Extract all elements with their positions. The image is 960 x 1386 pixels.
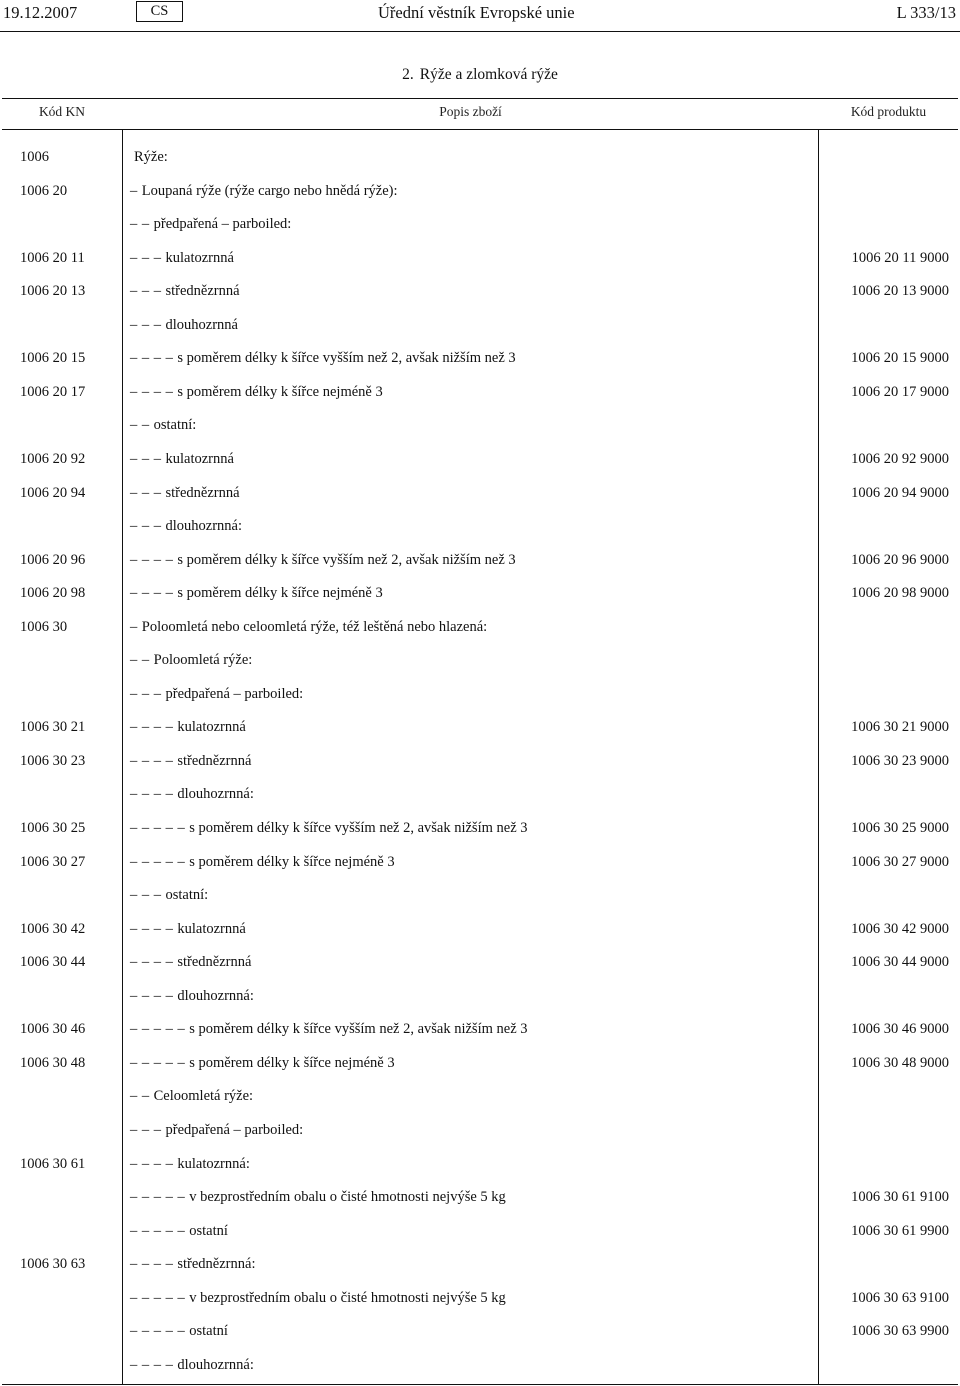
indent-dashes: – – – –: [130, 551, 174, 568]
description-text: střednězrnná: [177, 954, 252, 971]
section-title: [0, 66, 960, 84]
description-text: dlouhozrnná:: [177, 987, 254, 1004]
indent-dashes: – –: [130, 216, 150, 233]
product-code: 1006 30 25 9000: [851, 820, 949, 836]
description-text: kulatozrnná:: [177, 1155, 250, 1172]
indent-dashes: – – –: [130, 249, 162, 266]
table-row: [2, 341, 958, 375]
goods-description: [130, 1055, 395, 1072]
product-code: 1006 30 63 9100: [851, 1289, 949, 1306]
indent-dashes: – – – – –: [130, 1054, 186, 1071]
table-row: [2, 744, 958, 778]
goods-description: [130, 552, 516, 569]
product-code: 1006 30 63 9900: [851, 1323, 949, 1340]
table-row: [2, 375, 958, 409]
goods-description: [130, 250, 234, 267]
table-row: [2, 1147, 958, 1181]
kn-code: 1006 30 27: [20, 853, 86, 870]
section-title-text: Rýže a zlomková rýže: [419, 66, 558, 83]
description-text: s poměrem délky k šířce vyšším než 2, avšak nižším než 3: [177, 350, 516, 367]
indent-dashes: – – – – –: [130, 853, 186, 870]
indent-dashes: – – –: [130, 685, 162, 702]
table-row: [2, 140, 958, 174]
description-text: kulatozrnná: [177, 719, 246, 736]
description-text: kulatozrnná: [177, 920, 246, 937]
description-text: Rýže:: [134, 149, 168, 165]
description-text: s poměrem délky k šířce vyšším než 2, avšak nižším než 3: [189, 1021, 528, 1038]
column-header-description: Popis zboží: [439, 104, 502, 119]
goods-description: [130, 1290, 506, 1307]
indent-dashes: – – – –: [130, 920, 174, 937]
table-row: [2, 1113, 958, 1147]
goods-description: [130, 451, 234, 468]
goods-description: [130, 954, 251, 971]
kn-code: 1006 20 98: [20, 585, 86, 602]
indent-dashes: – – – – –: [130, 1021, 186, 1038]
description-text: ostatní: [189, 1222, 228, 1239]
table-row: [2, 878, 958, 912]
description-text: dlouhozrnná:: [177, 1356, 254, 1373]
goods-description: [130, 518, 242, 535]
goods-description: [130, 1256, 255, 1273]
kn-code: 1006 30 46: [20, 1021, 86, 1038]
product-code: 1006 30 23 9000: [851, 752, 949, 769]
indent-dashes: – – –: [130, 283, 162, 300]
goods-description: [130, 988, 254, 1005]
table-header-rule: [2, 129, 958, 130]
indent-dashes: –: [130, 182, 138, 199]
table-row: [2, 1079, 958, 1113]
goods-description: [130, 1323, 228, 1340]
goods-description: [130, 820, 528, 837]
product-code: 1006 20 96 9000: [851, 551, 949, 568]
kn-code: 1006 20 96: [20, 551, 86, 568]
indent-dashes: – –: [130, 652, 150, 669]
indent-dashes: – – –: [130, 484, 162, 501]
goods-description: [130, 384, 383, 401]
product-code: 1006 30 21 9000: [851, 719, 949, 736]
table-row: [2, 777, 958, 811]
product-code: 1006 30 48 9000: [851, 1054, 949, 1071]
goods-description: [130, 1357, 254, 1374]
description-text: s poměrem délky k šířce vyšším než 2, avšak nižším než 3: [189, 820, 528, 836]
indent-dashes: – – –: [130, 316, 162, 333]
description-text: předpařená – parboiled:: [153, 216, 292, 233]
indent-dashes: – – –: [130, 518, 162, 535]
kn-code: 1006 30 63: [20, 1256, 86, 1273]
goods-description: [130, 1156, 250, 1173]
table-row: [2, 207, 958, 241]
table-row: [2, 677, 958, 711]
kn-code: 1006 30 61: [20, 1155, 86, 1172]
indent-dashes: – – – –: [130, 786, 174, 803]
goods-description: [130, 652, 252, 669]
goods-description: [130, 786, 254, 803]
indent-dashes: – – – – –: [130, 1189, 186, 1206]
goods-description: [130, 719, 246, 736]
product-code: 1006 30 42 9000: [851, 920, 949, 937]
kn-code: 1006 20 15: [20, 350, 86, 367]
goods-description: [130, 317, 238, 334]
description-text: střednězrnná: [165, 484, 240, 501]
table-row: [2, 1214, 958, 1248]
section-number: 2.: [402, 66, 414, 83]
kn-code: 1006 30 42: [20, 920, 86, 937]
publication-date: 19.12.2007: [3, 3, 78, 22]
table-row: [2, 1314, 958, 1348]
kn-code: 1006 30 25: [20, 820, 86, 836]
product-code: 1006 30 44 9000: [851, 954, 949, 971]
header-divider: [0, 31, 960, 32]
product-code: 1006 30 46 9000: [851, 1021, 949, 1038]
indent-dashes: – – – –: [130, 954, 174, 971]
indent-dashes: – – – – –: [130, 820, 186, 836]
kn-code: 1006 30 23: [20, 752, 86, 769]
description-text: kulatozrnná: [165, 249, 234, 266]
tariff-table: [2, 98, 958, 1386]
table-row: [2, 643, 958, 677]
goods-description: [130, 350, 516, 367]
table-row: [2, 811, 958, 845]
goods-description: [130, 1122, 303, 1139]
description-text: s poměrem délky k šířce nejméně 3: [189, 853, 395, 870]
description-text: dlouhozrnná: [165, 316, 238, 333]
description-text: předpařená – parboiled:: [165, 1121, 304, 1138]
table-row: [2, 912, 958, 946]
kn-code: 1006 30 21: [20, 719, 86, 736]
goods-description: [130, 1223, 228, 1240]
language-badge: CS: [136, 1, 183, 22]
kn-code: 1006 30: [20, 618, 68, 635]
kn-code: 1006 30 44: [20, 954, 86, 971]
kn-code: 1006 20 11: [20, 249, 85, 266]
indent-dashes: –: [130, 618, 138, 635]
goods-description: [130, 887, 208, 904]
table-row: [2, 308, 958, 342]
description-text: v bezprostředním obalu o čisté hmotnosti nejvýše 5 kg: [189, 1189, 506, 1206]
goods-description: [130, 585, 383, 602]
description-text: ostatní: [189, 1323, 228, 1340]
table-row: [2, 845, 958, 879]
indent-dashes: – – – –: [130, 752, 174, 769]
description-text: ostatní:: [165, 887, 209, 904]
description-text: s poměrem délky k šířce vyšším než 2, avšak nižším než 3: [177, 551, 516, 568]
table-row: [2, 576, 958, 610]
goods-description: [130, 485, 240, 502]
goods-description: [130, 149, 168, 166]
kn-code: 1006 30 48: [20, 1054, 86, 1071]
table-row: [2, 610, 958, 644]
table-top-rule: [2, 98, 958, 99]
table-row: [2, 1046, 958, 1080]
indent-dashes: – – – –: [130, 1356, 174, 1373]
description-text: Celoomletá rýže:: [153, 1088, 254, 1105]
goods-description: [130, 1021, 528, 1038]
column-header-product-code: Kód produktu: [850, 104, 927, 119]
table-bottom-rule: [2, 1384, 958, 1385]
goods-description: [130, 417, 196, 434]
goods-description: [130, 183, 398, 200]
product-code: 1006 20 11 9000: [851, 249, 949, 266]
goods-description: [130, 753, 251, 770]
description-text: střednězrnná: [177, 752, 252, 769]
table-row: [2, 241, 958, 275]
indent-dashes: – –: [130, 417, 150, 434]
product-code: 1006 20 98 9000: [851, 585, 949, 602]
description-text: předpařená – parboiled:: [165, 685, 304, 702]
goods-description: [130, 283, 240, 300]
table-row: [2, 1012, 958, 1046]
indent-dashes: – –: [130, 1088, 150, 1105]
indent-dashes: – – – –: [130, 383, 174, 400]
goods-description: [130, 1189, 506, 1206]
table-row: [2, 710, 958, 744]
description-text: dlouhozrnná:: [177, 786, 254, 803]
table-row: [2, 476, 958, 510]
indent-dashes: – – –: [130, 887, 162, 904]
table-row: [2, 442, 958, 476]
table-row: [2, 274, 958, 308]
table-row: [2, 408, 958, 442]
table-row: [2, 543, 958, 577]
table-row: [2, 509, 958, 543]
product-code: 1006 20 13 9000: [851, 283, 949, 300]
product-code: 1006 30 61 9100: [851, 1189, 949, 1206]
description-text: ostatní:: [153, 417, 197, 434]
description-text: kulatozrnná: [165, 450, 234, 467]
journal-title: Úřední věstník Evropské unie: [378, 3, 575, 22]
description-text: střednězrnná:: [177, 1256, 256, 1273]
indent-dashes: – – – –: [130, 350, 174, 367]
indent-dashes: – – – – –: [130, 1323, 186, 1340]
product-code: 1006 20 17 9000: [851, 383, 949, 400]
description-text: dlouhozrnná:: [165, 518, 243, 535]
description-text: s poměrem délky k šířce nejméně 3: [189, 1054, 395, 1071]
description-text: Poloomletá nebo celoomletá rýže, též leštěná nebo hlazená:: [141, 618, 488, 635]
goods-description: [130, 921, 246, 938]
table-row: [2, 1281, 958, 1315]
product-code: 1006 20 15 9000: [851, 350, 949, 367]
kn-code: 1006 20 92: [20, 450, 86, 467]
description-text: s poměrem délky k šířce nejméně 3: [177, 585, 383, 602]
product-code: 1006 20 94 9000: [851, 484, 949, 501]
table-row: [2, 1348, 958, 1382]
indent-dashes: – – –: [130, 450, 162, 467]
description-text: s poměrem délky k šířce nejméně 3: [177, 383, 383, 400]
kn-code: 1006 20 94: [20, 484, 86, 501]
goods-description: [130, 1088, 253, 1105]
kn-code: 1006 20 13: [20, 283, 86, 300]
indent-dashes: – – – –: [130, 719, 174, 736]
table-row: [2, 1247, 958, 1281]
indent-dashes: – – – –: [130, 1155, 174, 1172]
description-text: střednězrnná: [165, 283, 240, 300]
indent-dashes: – – – – –: [130, 1289, 186, 1306]
product-code: 1006 30 61 9900: [851, 1222, 949, 1239]
indent-dashes: – – – –: [130, 987, 174, 1004]
page-header: [0, 0, 960, 28]
indent-dashes: – – – –: [130, 585, 174, 602]
table-row: [2, 1180, 958, 1214]
indent-dashes: – – – –: [130, 1256, 174, 1273]
product-code: 1006 20 92 9000: [851, 450, 949, 467]
kn-code: 1006 20: [20, 182, 68, 199]
goods-description: [130, 854, 395, 871]
indent-dashes: – – – – –: [130, 1222, 186, 1239]
description-text: v bezprostředním obalu o čisté hmotnosti nejvýše 5 kg: [189, 1289, 506, 1306]
goods-description: [130, 216, 291, 233]
table-row: [2, 979, 958, 1013]
goods-description: [130, 619, 487, 636]
column-header-kn: Kód KN: [38, 104, 86, 119]
table-row: [2, 174, 958, 208]
description-text: Loupaná rýže (rýže cargo nebo hnědá rýže):: [141, 182, 398, 199]
indent-dashes: – – –: [130, 1121, 162, 1138]
page-reference: L 333/13: [896, 3, 956, 22]
description-text: Poloomletá rýže:: [153, 652, 253, 669]
kn-code: 1006 20 17: [20, 383, 86, 400]
goods-description: [130, 686, 303, 703]
table-row: [2, 945, 958, 979]
product-code: 1006 30 27 9000: [851, 853, 949, 870]
kn-code: 1006: [20, 149, 49, 165]
